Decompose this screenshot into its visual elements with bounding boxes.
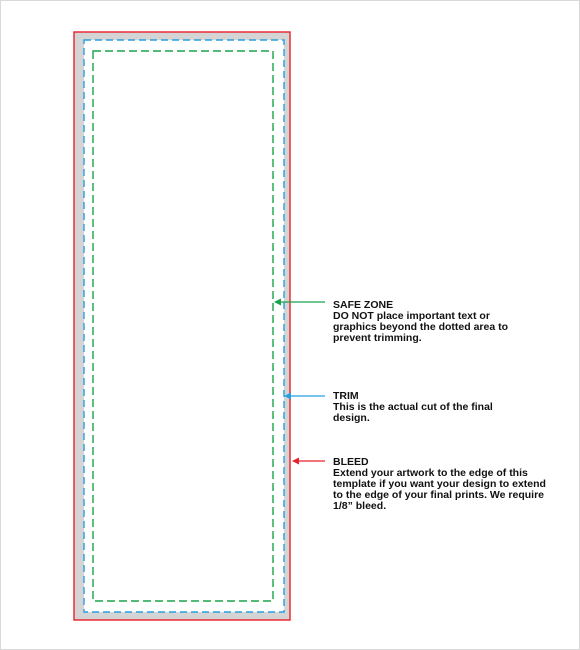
bleed-title: BLEED bbox=[333, 456, 369, 468]
safe-zone-callout bbox=[333, 300, 533, 344]
safe-zone-description: DO NOT place important text or graphics beyond the dotted area to prevent trimming. bbox=[333, 310, 509, 344]
trim-title: TRIM bbox=[333, 390, 359, 402]
bleed-callout bbox=[333, 457, 548, 512]
trim-description: This is the actual cut of the final design. bbox=[333, 401, 493, 424]
bleed-arrowhead bbox=[292, 458, 299, 465]
safe-zone-title: SAFE ZONE bbox=[333, 299, 394, 311]
bleed-description: Extend your artwork to the edge of this template if you want your design to extend to the edge of your final prints. We require 1/8” bleed. bbox=[333, 467, 546, 512]
trim-area-fill bbox=[84, 40, 284, 612]
trim-callout bbox=[333, 391, 523, 424]
